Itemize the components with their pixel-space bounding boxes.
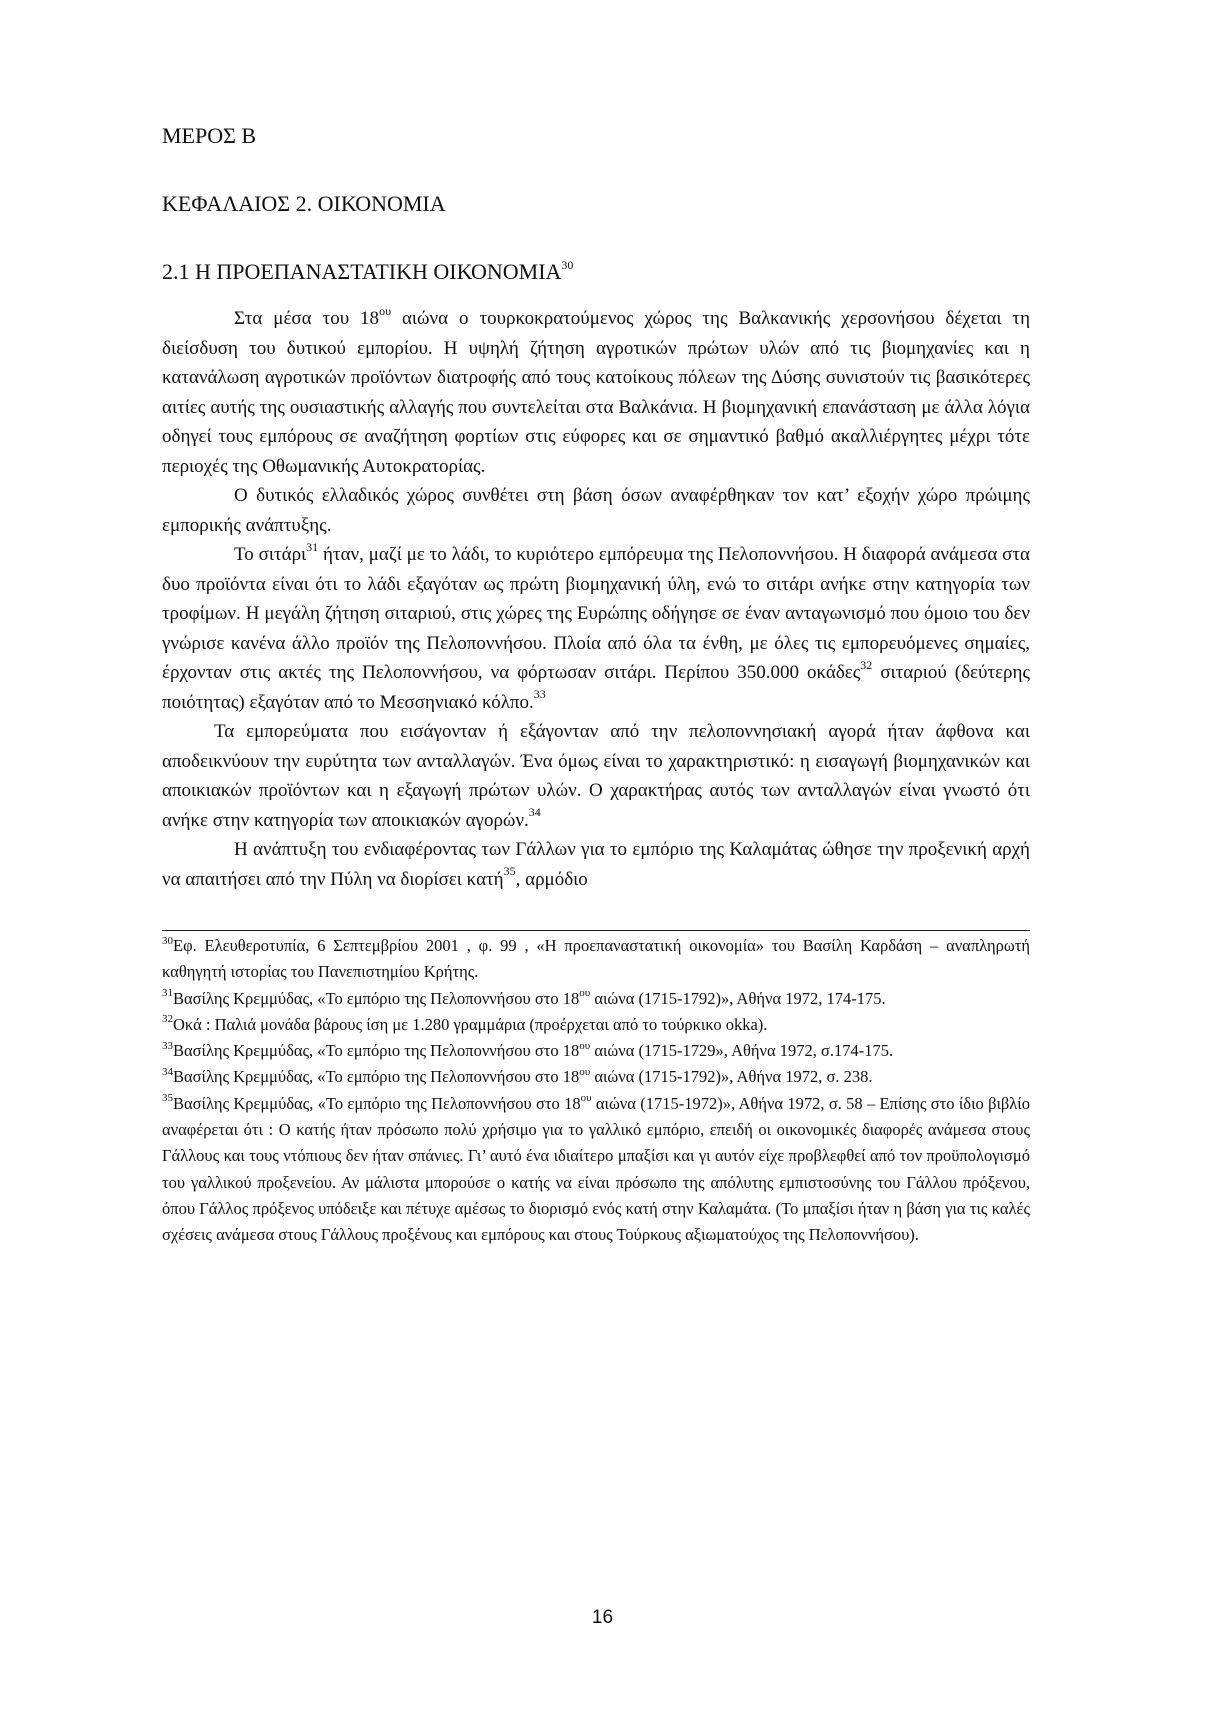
section-title: 2.1 Η ΠΡΟΕΠΑΝΑΣΤΑΤΙΚΗ ΟΙΚΟΝΟΜΙΑ	[162, 259, 562, 284]
footnote-number: 30	[162, 934, 173, 947]
century-suffix: ου	[379, 303, 392, 318]
footnote-text: αιώνα (1715-1792)», Αθήνα 1972, σ. 238.	[590, 1067, 873, 1087]
footnote-text: Βασίλης Κρεμμύδας, «Το εμπόριο της Πελοποννήσου στο 18	[173, 1041, 580, 1061]
century-suffix: ου	[579, 987, 591, 1000]
p1-rest: αιώνα ο τουρκοκρατούμενος χώρος της Βαλκανικής χερσονήσου δέχεται τη διείσδυση του δυτικού εμπορίου. Η υψηλή ζήτηση αγροτικών πρώτων υλών από τις βιομηχανίες και η κατανάλωση αγροτικών προϊόντων διατροφής από τους κατοίκους πόλεων της Δύσης συνιστούν τις βασικότερες αιτίες αυτής της ουσιαστικής αλλαγής που συντελείται στα Βαλκάνια. Η βιομηχανική επανάσταση με άλλα λόγια οδηγεί τους εμπόρους σε αναζήτηση φορτίων στις εύφορες και σε σημαντικό βαθμό ακαλλιέργητες μέχρι τότε περιοχές της Οθωμανικής Αυτοκρατορίας.	[162, 308, 1030, 477]
century-suffix: ου	[579, 1039, 591, 1052]
footnote-31	[162, 986, 1030, 1012]
footnote-number: 33	[162, 1039, 173, 1052]
footnote-number: 32	[162, 1013, 173, 1026]
body-text	[162, 304, 1030, 894]
part-heading: ΜΕΡΟΣ Β	[162, 123, 257, 148]
footnote-ref-30: 30	[561, 257, 574, 272]
footnote-text: Βασίλης Κρεμμύδας, «Το εμπόριο της Πελοποννήσου στο 18	[173, 1093, 581, 1113]
century-suffix: ου	[580, 1092, 592, 1105]
p3-text-c: σιταριού (δεύτερης ποιότητας) εξαγόταν από το Μεσσηνιακό κόλπο.	[162, 662, 1030, 713]
footnote-ref-33: 33	[533, 687, 546, 702]
chapter-heading: ΚΕΦΑΛΑΙΟΣ 2. ΟΙΚΟΝΟΜΙΑ	[162, 191, 446, 216]
paragraph-5	[162, 835, 1030, 894]
century-suffix: ου	[579, 1065, 591, 1078]
footnote-text: Οκά : Παλιά μονάδα βάρους ίση με 1.280 γραμμάρια (προέρχεται από το τούρκικο okka).	[173, 1014, 768, 1034]
footnote-ref-32: 32	[860, 657, 873, 672]
footnote-text: Βασίλης Κρεμμύδας, «Το εμπόριο της Πελοποννήσου στο 18	[173, 988, 580, 1008]
page-number: 16	[591, 1607, 614, 1628]
p3-text-b: ήταν, μαζί με το λάδι, το κυριότερο εμπόρευμα της Πελοποννήσου. Η διαφορά ανάμεσα στα δυο προϊόντα είναι ότι το λάδι εξαγόταν ως πρώτη βιομηχανική ύλη, ενώ το σιτάρι ανήκε στην κατηγορία των τροφίμων. Η μεγάλη ζήτηση σιταριού, στις χώρες της Ευρώπης οδήγησε σε έναν ανταγωνισμό που όμοιο του δεν γνώρισε κανένα άλλο προϊόν της Πελοποννήσου. Πλοία από όλα τα ένθη, με όλες τις εμπορευόμενες σημαίες, έρχονταν στις ακτές της Πελοποννήσου, να φόρτωσαν σιτάρι. Περίπου 350.000 οκάδες	[162, 544, 1031, 683]
footnote-ref-31: 31	[306, 539, 319, 554]
paragraph-2: Ο δυτικός ελλαδικός χώρος συνθέτει στη βάση όσων αναφέρθηκαν τον κατ’ εξοχήν χώρο πρώιμης εμπορικής ανάπτυξης.	[162, 485, 1030, 536]
footnote-32	[162, 1012, 1030, 1038]
footnote-ref-34: 34	[528, 805, 541, 820]
paragraph-3	[162, 540, 1030, 717]
p4-text: Τα εμπορεύματα που εισάγονταν ή εξάγονταν από την πελοποννησιακή αγορά ήταν άφθονα και αποδεικνύουν την ευρύτητα των ανταλλαγών. Ένα όμως είναι το χαρακτηριστικό: η εισαγωγή βιομηχανικών και αποικιακών προϊόντων και η εξαγωγή πρώτων υλών. Ο χαρακτήρας αυτός των ανταλλαγών είναι γνωστό ότι ανήκε στην κατηγορία των αποικιακών αγορών.	[162, 721, 1030, 831]
p1-text: Στα μέσα του 18	[234, 308, 380, 329]
footnotes	[162, 933, 1030, 1249]
footnote-text: αιώνα (1715-1729», Αθήνα 1972, σ.174-175.	[590, 1041, 894, 1061]
footnote-number: 35	[162, 1092, 173, 1105]
footnote-text: Βασίλης Κρεμμύδας, «Το εμπόριο της Πελοποννήσου στο 18	[173, 1067, 580, 1087]
footnote-text: Εφ. Ελευθεροτυπία, 6 Σεπτεμβρίου 2001 , φ. 99 , «Η προεπαναστατική οικονομία» του Βασίλη Καρδάση – αναπληρωτή καθηγητή ιστορίας του Πανεπιστημίου Κρήτης.	[162, 936, 1030, 982]
footnote-number: 34	[162, 1065, 173, 1078]
section-heading	[162, 258, 1030, 286]
paragraph-1	[162, 304, 1030, 481]
p3-text-a: Το σιτάρι	[234, 544, 307, 565]
p5-text-b: , αρμόδιο	[515, 868, 588, 890]
paragraph-4	[162, 717, 1030, 835]
footnote-30	[162, 933, 1030, 986]
footnote-ref-35: 35	[503, 864, 516, 879]
footnote-33	[162, 1038, 1030, 1064]
footnote-34	[162, 1064, 1030, 1090]
footnote-text: αιώνα (1715-1792)», Αθήνα 1972, 174-175.	[590, 988, 886, 1008]
footnote-35	[162, 1091, 1030, 1249]
footnote-separator	[162, 930, 1030, 931]
page-content	[162, 122, 1030, 1249]
footnote-text: αιώνα (1715-1972)», Αθήνα 1972, σ. 58 – Επίσης στο ίδιο βιβλίο αναφέρεται ότι : Ο κατής ήταν πρόσωπο πολύ χρήσιμο για το γαλλικό εμπόριο, επειδή οι οικονομικές διαφορές ανάμεσα στους Γάλλους και τους ντόπιους δεν ήταν σπάνιες. Γι’ αυτό ένα ιδιαίτερο μπαξίσι και γι αυτόν είχε προβλεφθεί από τον προϋπολογισμό του γαλλικού προξενείου. Αν μάλιστα μπορούσε ο κατής να είναι πρόσωπο της απόλυτης εμπιστοσύνης του Γάλλου πρόξενου, όπου Γάλλος πρόξενος υπόδειξε και πέτυχε αμέσως το διορισμό ενός κατή στην Καλαμάτα. (Το μπαξίσι ήταν η βάση για τις καλές σχέσεις ανάμεσα στους Γάλλους προξένους και εμπόρους και στους Τούρκους αξιωματούχος της Πελοποννήσου).	[162, 1093, 1030, 1245]
p5-text-a: Η ανάπτυξη του ενδιαφέροντας των Γάλλων για το εμπόριο της Καλαμάτας ώθησε την προξενική αρχή να απαιτήσει από την Πύλη να διορίσει κατή	[162, 839, 1030, 890]
footnote-number: 31	[162, 987, 173, 1000]
